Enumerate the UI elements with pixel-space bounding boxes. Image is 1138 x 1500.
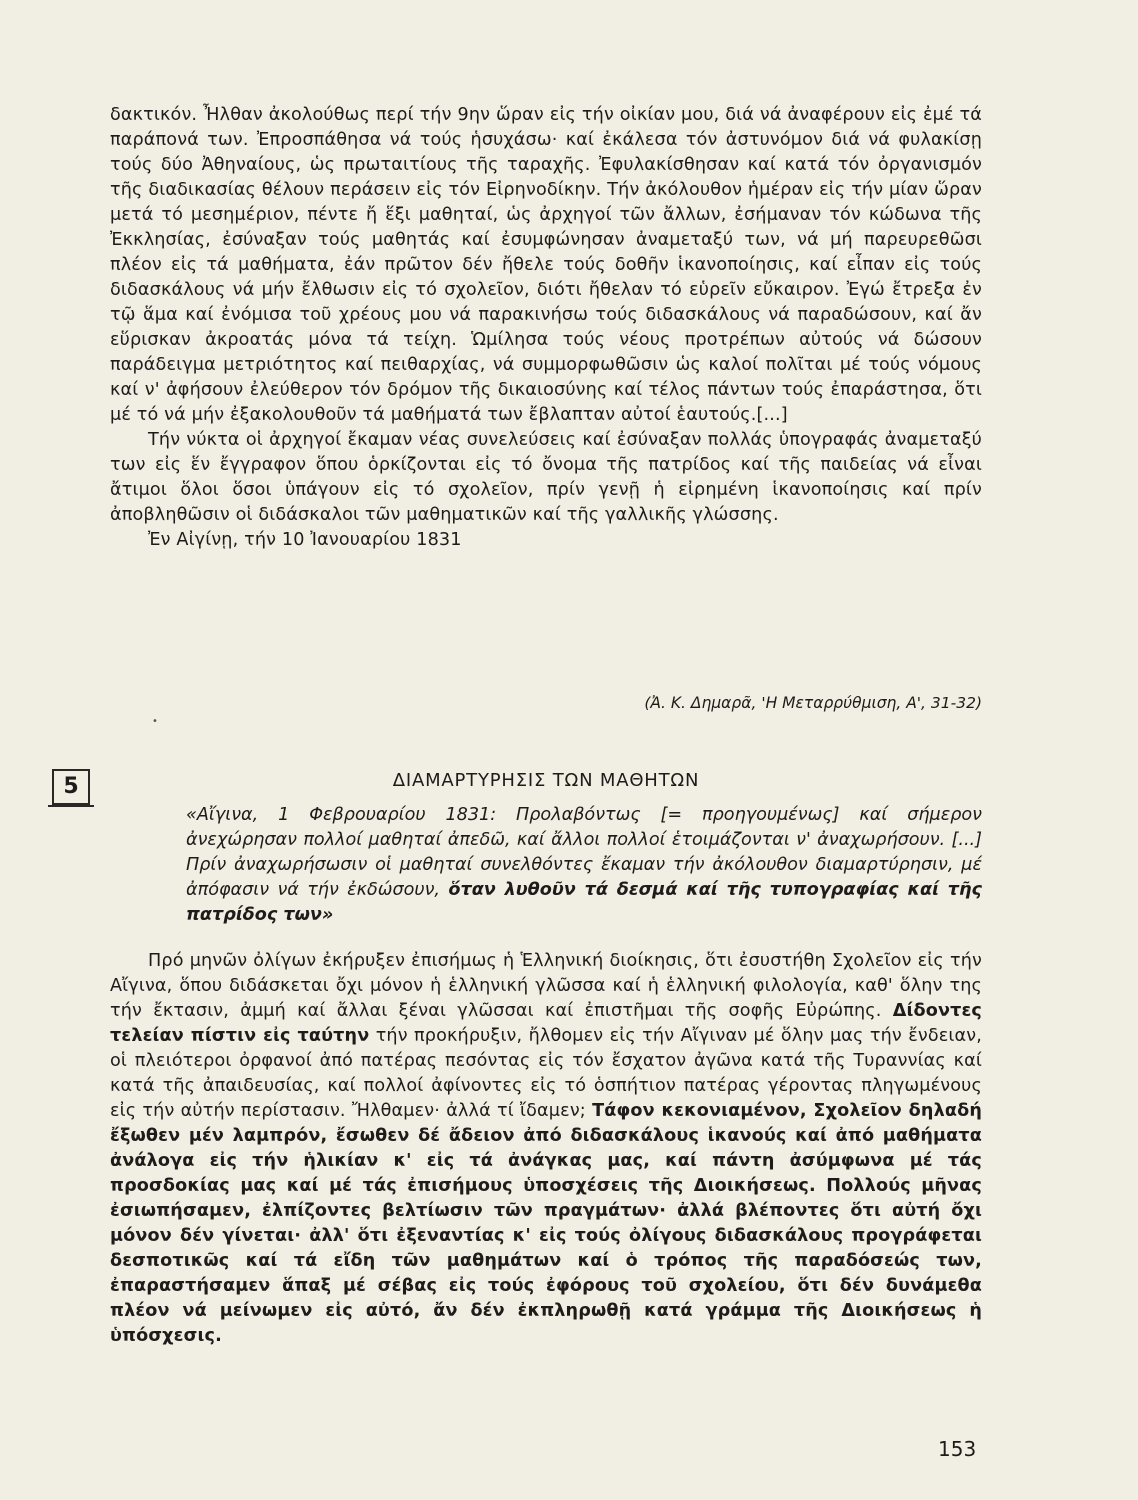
letter-place-date: Ἐν Αἰγίνῃ, τήν 10 Ἰανουαρίου 1831 — [148, 530, 462, 550]
newspaper-quote — [186, 803, 982, 928]
quote-text: «Αἴγινα, 1 Φεβρουαρίου 1831: Προλαβόντως [= προηγουμένως] καί σήμερον ἀνεχώρησαν πολλοί μαθηταί ἀπεδῶ, καί ἄλλοι πολλοί ἑτοιμάζονται ν' ἀναχωρήσουν. [...] Πρίν ἀναχωρήσωσιν οἱ μαθηταί συνελθόντες ἔκαμαν τήν ἀκόλουθον διαμαρτύρησιν, μέ ἀπόφασιν νά τήν ἐκδώσουν, — [186, 805, 982, 900]
source-citation: (Ἀ. Κ. Δημαρᾶ, 'Η Μεταρρύθμιση, Α', 31-32) — [644, 694, 982, 712]
protest-text-block — [110, 949, 982, 1349]
stray-mark: • — [152, 716, 158, 727]
protest-sentence-1: Πρό μηνῶν ὀλίγων ἐκήρυξεν ἐπισήμως ἡ Ἑλληνική διοίκησις, ὅτι ἐσυστήθη Σχολεῖον εἰς τήν Αἴγινα, ὅπου διδάσκεται ὄχι μόνον ἡ ἑλληνική γλῶσσα καί ἡ ἑλληνική φιλολογία, καθ' ὅλην της τήν ἔκτασιν, ἀμμή καί ἄλλαι ξέναι γλῶσσαι καί ἐπιστῆμαι τῆς σοφῆς Εὐρώπης. — [110, 951, 982, 1021]
protest-paragraph — [110, 949, 982, 1349]
letter-paragraph-2: Τήν νύκτα οἱ ἀρχηγοί ἔκαμαν νέας συνελεύσεις καί ἐσύναξαν πολλάς ὑπογραφάς ἀναμεταξύ των εἰς ἕν ἔγγραφον ὅπου ὁρκίζονται εἰς τό ὄνομα τῆς πατρίδος καί τῆς παιδείας νά εἶναι ἄτιμοι ὅλοι ὅσοι ὑπάγουν εἰς τό σχολεῖον, πρίν γενῇ ἡ εἰρημένη ἱκανοποίησις καί πρίν ἀποβληθῶσιν οἱ διδάσκαλοι τῶν μαθηματικῶν καί τῆς γαλλικῆς γλώσσης. — [110, 430, 982, 525]
section-heading: ΔΙΑΜΑΡΤΥΡΗΣΙΣ ΤΩΝ ΜΑΘΗΤΩΝ — [392, 770, 700, 791]
protest-bold-1: Δίδοντες τελείαν πίστιν εἰς ταύτην — [110, 1001, 982, 1046]
upper-text-block — [110, 103, 982, 553]
document-number-box: 5 — [52, 769, 90, 805]
quote-bold-ending: ὅταν λυθοῦν τά δεσμά καί τῆς τυπογραφίας καί τῆς πατρίδος των» — [186, 880, 982, 925]
page-number: 153 — [938, 1437, 977, 1461]
letter-paragraph-1: δακτικόν. Ἦλθαν ἀκολούθως περί τήν 9ην ὥραν εἰς τήν οἰκίαν μου, διά νά ἀναφέρουν εἰς ἐμέ τά παράπονά των. Ἐπροσπάθησα νά τούς ἡσυχάσω· καί ἐκάλεσα τόν ἀστυνόμον διά νά φυλακίσῃ τούς δύο Ἀθηναίους, ὡς πρωταιτίους τῆς ταραχῆς. Ἐφυλακίσθησαν καί κατά τόν ὀργανισμόν τῆς διαδικασίας θέλουν περάσειν εἰς τόν Εἰρηνοδίκην. Τήν ἀκόλουθον ἡμέραν εἰς τήν μίαν ὥραν μετά τό μεσημέριον, πέντε ἤ ἕξι μαθηταί, ὡς ἀρχηγοί τῶν ἄλλων, ἐσήμαναν τόν κώδωνα τῆς Ἐκκλησίας, ἐσύναξαν τούς μαθητάς καί ἐσυμφώνησαν ἀναμεταξύ των, νά μή παρευρεθῶσι πλέον εἰς τά μαθήματα, ἐάν πρῶτον δέν ἤθελε τούς δοθῆν ἱκανοποίησις, καί εἶπαν εἰς τούς διδασκάλους νά μήν ἔλθωσιν εἰς τό σχολεῖον, διότι ἤθελαν τό εὑρεῖν εὔκαιρον. Ἐγώ ἔτρεξα ἐν τῷ ἅμα καί ἐνόμισα τοῦ χρέους μου νά παρακινήσω τούς διδασκάλους νά παραδώσουν, καί ἄν εὕρισκαν ἀκροατάς μόνα τά τείχη. Ὡμίλησα τούς νέους προτρέπων αὐτούς νά δώσουν παράδειγμα μετριότητος καί πειθαρχίας, νά συμμορφωθῶσιν ὡς καλοί πολῖται μέ τούς νόμους καί ν' ἀφήσουν ἐλεύθερον τόν δρόμον τῆς δικαιοσύνης καί τέλος πάντων τούς ἐπαράστησα, ὅτι μέ τό νά μήν ἐξακολουθοῦν τά μαθήματά των ἔβλαπταν αὐτοί ἑαυτούς.[...] — [110, 105, 982, 425]
protest-sentence-2: τήν προκήρυξιν, ἤλθομεν εἰς τήν Αἴγιναν μέ ὅλην μας τήν ἔνδειαν, οἱ πλειότεροι ὀρφανοί ἀπό πατέρας πεσόντας εἰς τόν ἔσχατον ἀγῶνα κατά τῆς Τυραννίας καί κατά τῆς ἀπαιδευσίας, καί πολλοί ἀφίνοντες εἰς τό ὁσπήτιον πατέρας γέροντας πληγωμένους εἰς τήν αὐτήν περίστασιν. Ἤλθαμεν· ἀλλά τί ἴδαμεν; — [110, 1026, 983, 1121]
protest-bold-2: Τάφον κεκονιαμένον, Σχολεῖον δηλαδή ἔξωθεν μέν λαμπρόν, ἔσωθεν δέ ἄδειον ἀπό διδασκάλους ἱκανούς καί ἀπό μαθήματα ἀνάλογα εἰς τήν ἡλικίαν κ' εἰς τά ἀνάγκας μας, καί πάντη ἀσύμφωνα μέ τάς προσδοκίας μας καί μέ τάς ἐπισήμους ὑποσχέσεις τῆς Διοικήσεως. Πολλούς μῆνας ἐσιωπήσαμεν, ἐλπίζοντες βελτίωσιν τῶν πραγμάτων· ἀλλά βλέποντες ὅτι αὐτή ὄχι μόνον δέν γίνεται· ἀλλ' ὅτι ἐξεναντίας κ' εἰς τούς ὀλίγους διδασκάλους προγράφεται δεσποτικῶς καί τά εἴδη τῶν μαθημάτων καί ὁ τρόπος τῆς παραδόσεώς των, ἐπαραστήσαμεν ἅπαξ μέ σέβας εἰς τούς ἐφόρους τοῦ σχολείου, ὅτι δέν δυνάμεθα πλέον νά μείνωμεν εἰς αὐτό, ἄν δέν ἐκπληρωθῇ κατά γράμμα τῆς Διοικήσεως ἡ ὑπόσχεσις. — [110, 1101, 983, 1346]
